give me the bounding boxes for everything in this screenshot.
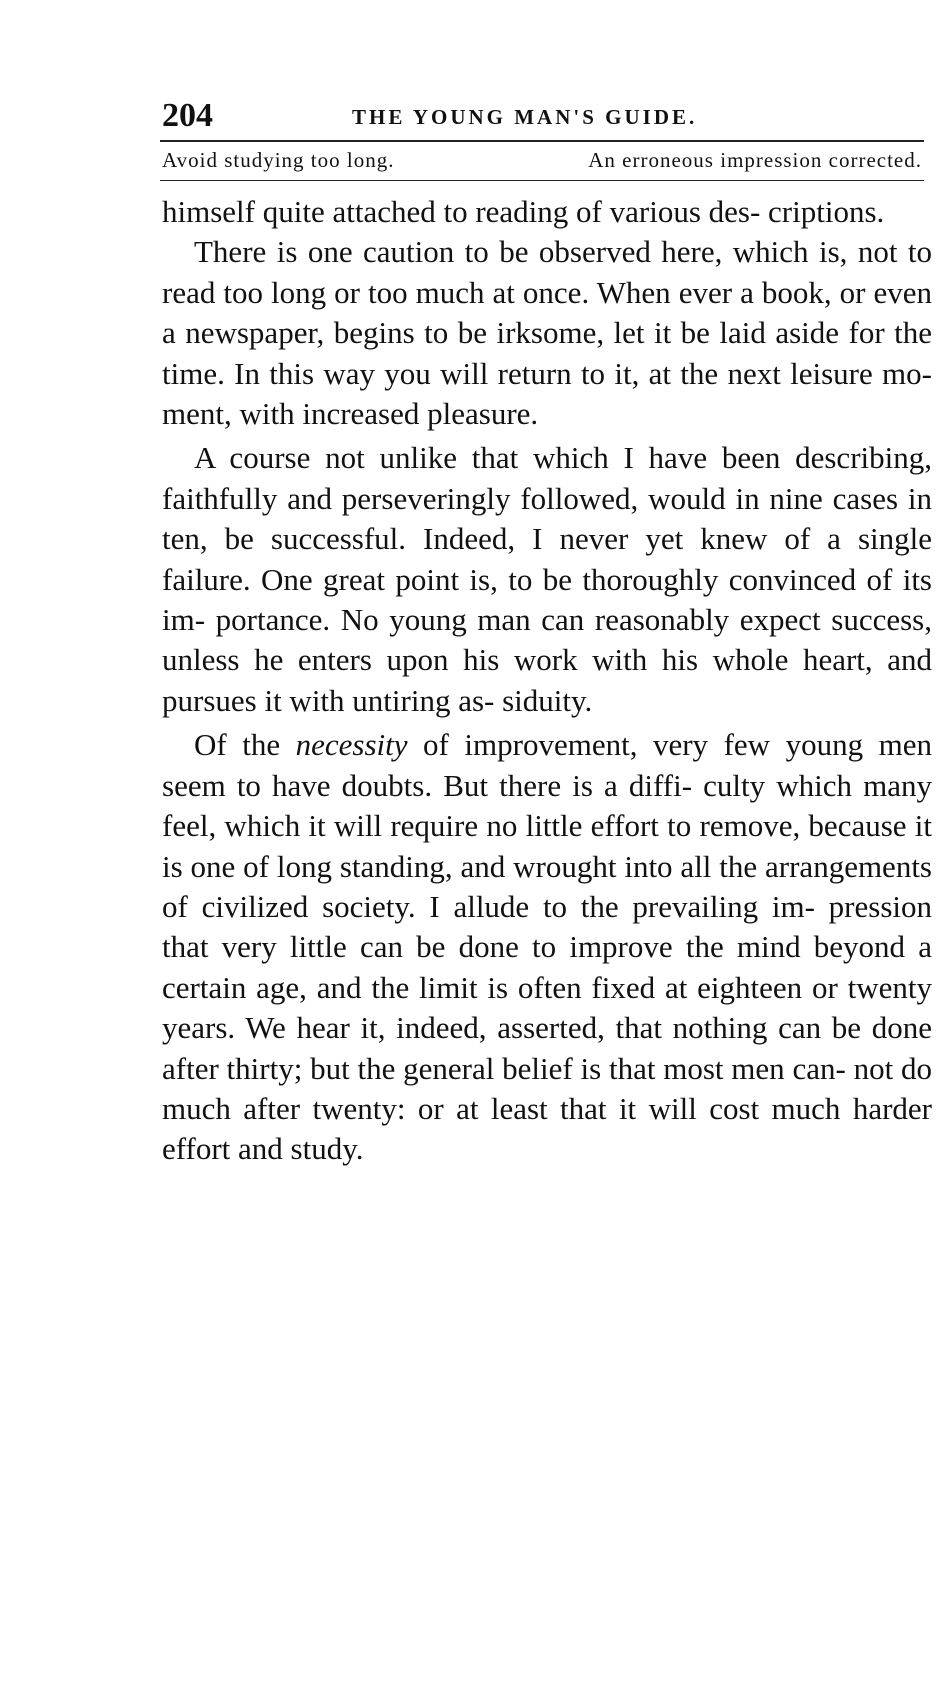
paragraph-1: himself quite attached to reading of various des- criptions. bbox=[162, 194, 885, 229]
paragraph-4 bbox=[162, 725, 932, 1169]
page-header bbox=[162, 96, 922, 136]
paragraph-4-rest: of improvement, very few young men seem to have doubts. But there is a diffi- culty which many feel, which it will require no little effort to remove, because it is one of long standing, and wrought into all the arrangements of civilized society. I allude to the prevailing im- pression that very little can be done to improve the mind beyond a certain age, and the limit is often fixed at eighteen or twenty years. We hear it, indeed, asserted, that nothing can be done after thirty; but the general belief is that most men can- not do much after twenty: or at least that it will cost much harder effort and study. bbox=[162, 727, 932, 1167]
subhead-left: Avoid studying too long. bbox=[162, 148, 395, 172]
page-number: 204 bbox=[162, 97, 213, 134]
subhead-right: An erroneous impression corrected. bbox=[588, 148, 922, 172]
section-subheads bbox=[162, 144, 922, 176]
header-rule-bottom bbox=[160, 180, 924, 181]
body-text bbox=[162, 192, 932, 1170]
paragraph-3: A course not unlike that which I have been describing, faithfully and perseveringly followed, would in nine cases in ten, be successful. Indeed, I never yet knew of a single failure. One great point is, to be thoroughly convinced of its im- portance. No young man can reasonably expect success, unless he enters upon his work with his whole heart, and pursues it with untiring as- siduity. bbox=[162, 440, 932, 718]
running-title: THE YOUNG MAN'S GUIDE. bbox=[352, 105, 698, 129]
paragraph-2: There is one caution to be observed here, which is, not to read too long or too much at once. When ever a book, or even a newspaper, begins to be irksome, let it be laid aside for the time. In this way you will return to it, at the next leisure mo- ment, with increased pleasure. bbox=[162, 234, 932, 432]
emphasis-necessity: necessity bbox=[295, 727, 408, 763]
paragraph-4-start: Of the bbox=[194, 727, 296, 763]
header-rule-top bbox=[160, 140, 924, 142]
